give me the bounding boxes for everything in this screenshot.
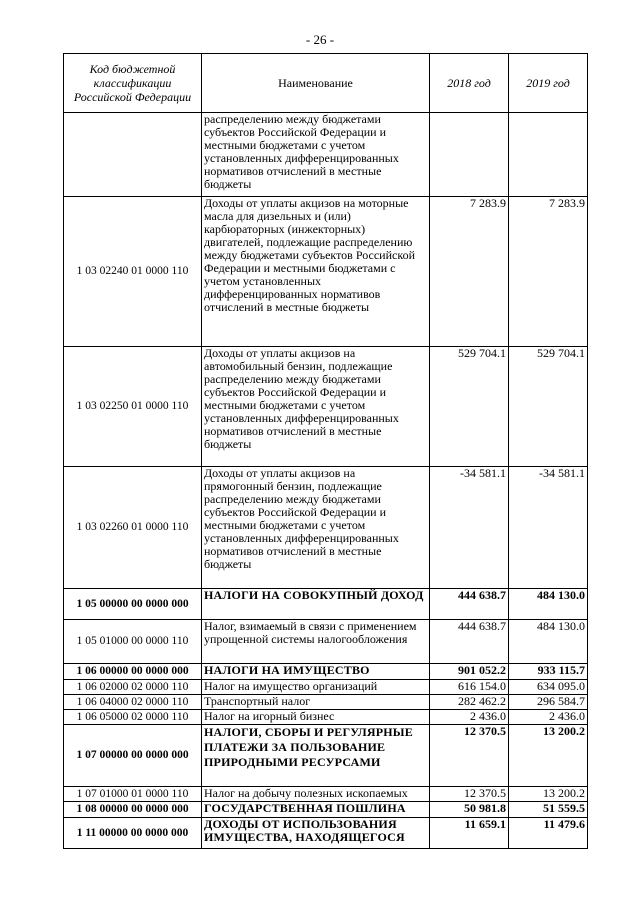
row-code: 1 06 05000 02 0000 110 xyxy=(64,710,202,725)
row-2019: 11 479.6 xyxy=(509,818,588,849)
row-2018: 444 638.7 xyxy=(430,589,509,620)
row-code: 1 07 01000 01 0000 110 xyxy=(64,787,202,802)
budget-revenue-table xyxy=(63,53,588,849)
table-row xyxy=(64,787,588,802)
table-row xyxy=(64,695,588,710)
header-name: Наименование xyxy=(202,54,430,113)
row-code: 1 05 00000 00 0000 000 xyxy=(64,589,202,620)
table-row xyxy=(64,113,588,197)
row-code: 1 07 00000 00 0000 000 xyxy=(64,725,202,787)
row-code: 1 06 04000 02 0000 110 xyxy=(64,695,202,710)
header-code: Код бюджетной классификации Российской Федерации xyxy=(64,54,202,113)
row-2018: 529 704.1 xyxy=(430,347,509,467)
row-name: Транспортный налог xyxy=(202,695,430,710)
row-code: 1 03 02240 01 0000 110 xyxy=(64,197,202,347)
row-2018: 11 659.1 xyxy=(430,818,509,849)
row-name: НАЛОГИ, СБОРЫ И РЕГУЛЯРНЫЕ ПЛАТЕЖИ ЗА ПОЛЬЗОВАНИЕ ПРИРОДНЫМИ РЕСУРСАМИ xyxy=(202,725,430,787)
row-code: 1 03 02250 01 0000 110 xyxy=(64,347,202,467)
row-2018: 901 052.2 xyxy=(430,664,509,680)
row-2019: 13 200.2 xyxy=(509,787,588,802)
row-name: ДОХОДЫ ОТ ИСПОЛЬЗОВАНИЯ ИМУЩЕСТВА, НАХОДЯЩЕГОСЯ xyxy=(202,818,430,849)
row-code: 1 03 02260 01 0000 110 xyxy=(64,467,202,589)
header-2018: 2018 год xyxy=(430,54,509,113)
row-2019: 634 095.0 xyxy=(509,680,588,695)
row-2018: -34 581.1 xyxy=(430,467,509,589)
row-2019: 51 559.5 xyxy=(509,802,588,818)
row-2018: 7 283.9 xyxy=(430,197,509,347)
row-2019: 7 283.9 xyxy=(509,197,588,347)
row-name: Доходы от уплаты акцизов на автомобильный бензин, подлежащие распределению между бюджетами субъектов Российской Федерации и местными бюджетами с учетом установленных дифференцированных нормативов отчислений в местные бюджеты xyxy=(202,347,430,467)
row-code: 1 08 00000 00 0000 000 xyxy=(64,802,202,818)
table-row xyxy=(64,197,588,347)
row-code: 1 05 01000 00 0000 110 xyxy=(64,620,202,664)
row-name: Доходы от уплаты акцизов на моторные масла для дизельных и (или) карбюраторных (инжекторных) двигателей, подлежащие распределению между бюджетами субъектов Российской Федерации и местными бюджетами с учетом установленных дифференцированных нормативов отчислений в местные бюджеты xyxy=(202,197,430,347)
row-2019: 2 436.0 xyxy=(509,710,588,725)
row-code: 1 06 02000 02 0000 110 xyxy=(64,680,202,695)
table-row xyxy=(64,818,588,849)
table-row xyxy=(64,467,588,589)
row-name: Налог на добычу полезных ископаемых xyxy=(202,787,430,802)
row-2018: 616 154.0 xyxy=(430,680,509,695)
table-row xyxy=(64,802,588,818)
row-2019: 13 200.2 xyxy=(509,725,588,787)
row-2018: 12 370.5 xyxy=(430,725,509,787)
table-row xyxy=(64,589,588,620)
row-2019: 933 115.7 xyxy=(509,664,588,680)
row-name: НАЛОГИ НА СОВОКУПНЫЙ ДОХОД xyxy=(202,589,430,620)
row-name: Налог на имущество организаций xyxy=(202,680,430,695)
row-name: Налог, взимаемый в связи с применением упрощенной системы налогообложения xyxy=(202,620,430,664)
table-row xyxy=(64,664,588,680)
row-name: ГОСУДАРСТВЕННАЯ ПОШЛИНА xyxy=(202,802,430,818)
row-2018: 282 462.2 xyxy=(430,695,509,710)
row-2019: 529 704.1 xyxy=(509,347,588,467)
table-row xyxy=(64,725,588,787)
row-name: распределению между бюджетами субъектов Российской Федерации и местными бюджетами с учетом установленных дифференцированных нормативов отчислений в местные бюджеты xyxy=(202,113,430,197)
row-name: НАЛОГИ НА ИМУЩЕСТВО xyxy=(202,664,430,680)
row-code xyxy=(64,113,202,197)
row-name: Налог на игорный бизнес xyxy=(202,710,430,725)
row-2018: 2 436.0 xyxy=(430,710,509,725)
row-2018 xyxy=(430,113,509,197)
row-2018: 50 981.8 xyxy=(430,802,509,818)
table-row xyxy=(64,680,588,695)
row-2019: 484 130.0 xyxy=(509,589,588,620)
row-2019: 484 130.0 xyxy=(509,620,588,664)
row-2019: -34 581.1 xyxy=(509,467,588,589)
row-2019: 296 584.7 xyxy=(509,695,588,710)
row-code: 1 06 00000 00 0000 000 xyxy=(64,664,202,680)
table-row xyxy=(64,347,588,467)
row-code: 1 11 00000 00 0000 000 xyxy=(64,818,202,849)
row-2018: 444 638.7 xyxy=(430,620,509,664)
table-row xyxy=(64,620,588,664)
row-2018: 12 370.5 xyxy=(430,787,509,802)
row-name: Доходы от уплаты акцизов на прямогонный бензин, подлежащие распределению между бюджетами субъектов Российской Федерации и местными бюджетами с учетом установленных дифференцированных нормативов отчислений в местные бюджеты xyxy=(202,467,430,589)
page-number: - 26 - xyxy=(305,32,335,47)
row-2019 xyxy=(509,113,588,197)
header-2019: 2019 год xyxy=(509,54,588,113)
table-header-row xyxy=(64,54,588,113)
table-row xyxy=(64,710,588,725)
